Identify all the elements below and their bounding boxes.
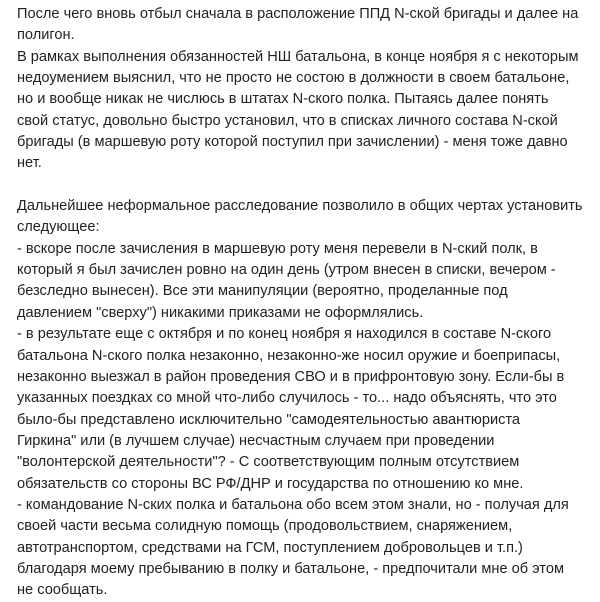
- text-line: следующее:: [17, 219, 100, 236]
- text-line: не сообщать.: [17, 582, 108, 599]
- text-line: "волонтерской деятельности"? - С соответствующим полным отсутствием: [17, 454, 520, 471]
- text-line: Дальнейшее неформальное расследование позволило в общих чертах установить: [17, 198, 583, 215]
- text-line: безследно вынесен). Все эти манипуляции (вероятно, проделанные под: [17, 283, 508, 300]
- text-line: бригады (в маршевую роту которой поступил при зачислении) - меня тоже давно: [17, 134, 568, 151]
- text-line: - в результате еще с октября и по конец ноября я находился в составе N-ского: [17, 326, 552, 343]
- text-line: но и вообще никак не числюсь в штатах N-ского полка. Пытаясь далее понять: [17, 91, 549, 108]
- text-line: недоумением выяснил, что не просто не состою в должности в своем батальоне,: [17, 70, 570, 87]
- text-line: После чего вновь отбыл сначала в расположение ППД N-ской бригады и далее на: [17, 6, 579, 22]
- paragraph-gap: [17, 175, 590, 196]
- text-line: который я был зачислен ровно на один день (утром внесен в списки, вечером -: [17, 262, 556, 279]
- text-line: благодаря моему пребыванию в полку и батальоне, - предпочитали мне об этом: [17, 560, 564, 577]
- text-line: батальона N-ского полка незаконно, незаконно-же носил оружие и боеприпасы,: [17, 347, 561, 364]
- text-line: было-бы представлено исключительно "самодеятельностью авантюриста: [17, 411, 521, 428]
- text-line: обязательств со стороны ВС РФ/ДНР и государства по отношению ко мне.: [17, 475, 524, 492]
- text-line: Гиркина" или (в лучшем случае) несчастным случаем при проведении: [17, 432, 495, 449]
- text-line: указанных поездках со мной что-либо случилось - то... надо объяснять, что это: [17, 390, 557, 407]
- text-line: давлением "сверху") никакими приказами не оформлялись.: [17, 304, 424, 321]
- text-line: - командование N-ских полка и батальона обо всем этом знали, но - получая для: [17, 496, 569, 513]
- text-line: автотранспортом, средствами на ГСМ, поступлением добровольцев и т.п.): [17, 539, 523, 556]
- text-line: В рамках выполнения обязанностей НШ батальона, в конце ноября я с некоторым: [17, 48, 579, 65]
- text-line: нет.: [17, 155, 42, 172]
- text-line: полигон.: [17, 27, 75, 44]
- text-line: своей части весьма солидную помощь (продовольствием, снаряжением,: [17, 518, 513, 535]
- paragraph-investigation: [17, 196, 590, 602]
- paragraph-status: [17, 4, 590, 175]
- text-line: незаконно выезжал в район проведения СВО и в прифронтовую зону. Если-бы в: [17, 368, 565, 385]
- text-line: свой статус, довольно быстро установил, что в списках личного состава N-ской: [17, 112, 558, 129]
- text-line: - вскоре после зачисления в маршевую роту меня перевели в N-ский полк, в: [17, 240, 538, 257]
